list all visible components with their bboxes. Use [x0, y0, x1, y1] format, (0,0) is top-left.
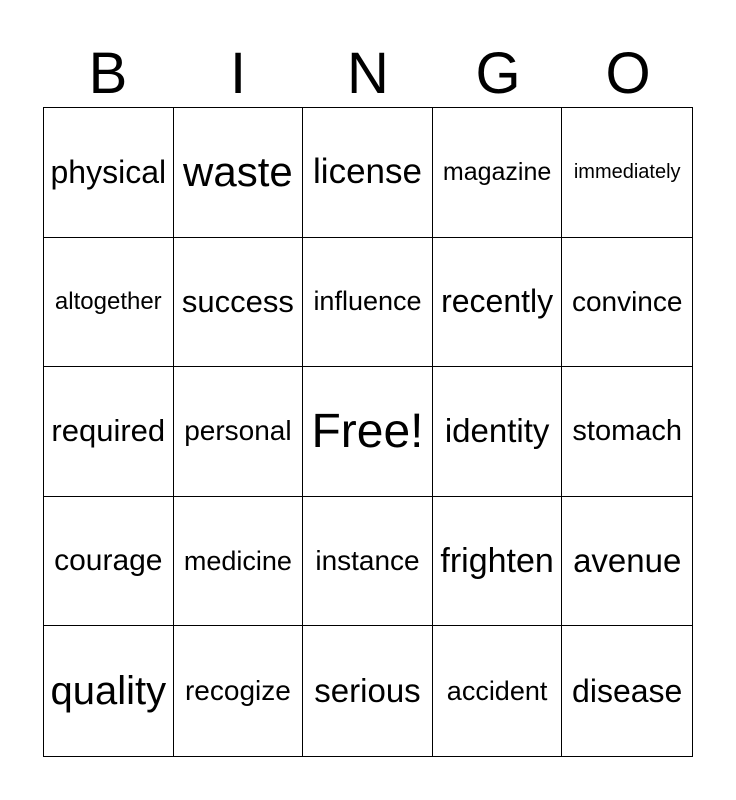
bingo-cell[interactable]: license	[303, 108, 433, 238]
bingo-cell[interactable]: immediately	[562, 108, 692, 238]
bingo-cell[interactable]: physical	[44, 108, 174, 238]
bingo-cell[interactable]: waste	[174, 108, 304, 238]
bingo-cell[interactable]: instance	[303, 497, 433, 627]
bingo-cell[interactable]: personal	[174, 367, 304, 497]
bingo-cell[interactable]: courage	[44, 497, 174, 627]
bingo-cell[interactable]: required	[44, 367, 174, 497]
bingo-board	[43, 107, 693, 757]
bingo-cell-free[interactable]: Free!	[303, 367, 433, 497]
bingo-cell[interactable]: avenue	[562, 497, 692, 627]
bingo-header	[43, 40, 693, 108]
bingo-cell[interactable]: accident	[433, 626, 563, 756]
bingo-cell[interactable]: recogize	[174, 626, 304, 756]
bingo-cell[interactable]: convince	[562, 238, 692, 368]
header-letter-b: B	[88, 41, 128, 106]
bingo-cell[interactable]: medicine	[174, 497, 304, 627]
header-letter-n: N	[347, 41, 389, 106]
bingo-cell[interactable]: altogether	[44, 238, 174, 368]
bingo-cell[interactable]: frighten	[433, 497, 563, 627]
bingo-cell[interactable]: recently	[433, 238, 563, 368]
header-letter-g: G	[475, 41, 521, 106]
bingo-cell[interactable]: identity	[433, 367, 563, 497]
bingo-cell[interactable]: stomach	[562, 367, 692, 497]
bingo-cell[interactable]: magazine	[433, 108, 563, 238]
bingo-cell[interactable]: disease	[572, 672, 683, 709]
bingo-cell[interactable]: serious	[303, 626, 433, 756]
bingo-cell[interactable]: quality	[44, 626, 174, 756]
header-letter-i: I	[229, 41, 247, 106]
header-letter-o: O	[605, 41, 651, 106]
bingo-cell[interactable]: success	[174, 238, 304, 368]
bingo-cell[interactable]: influence	[303, 238, 433, 368]
